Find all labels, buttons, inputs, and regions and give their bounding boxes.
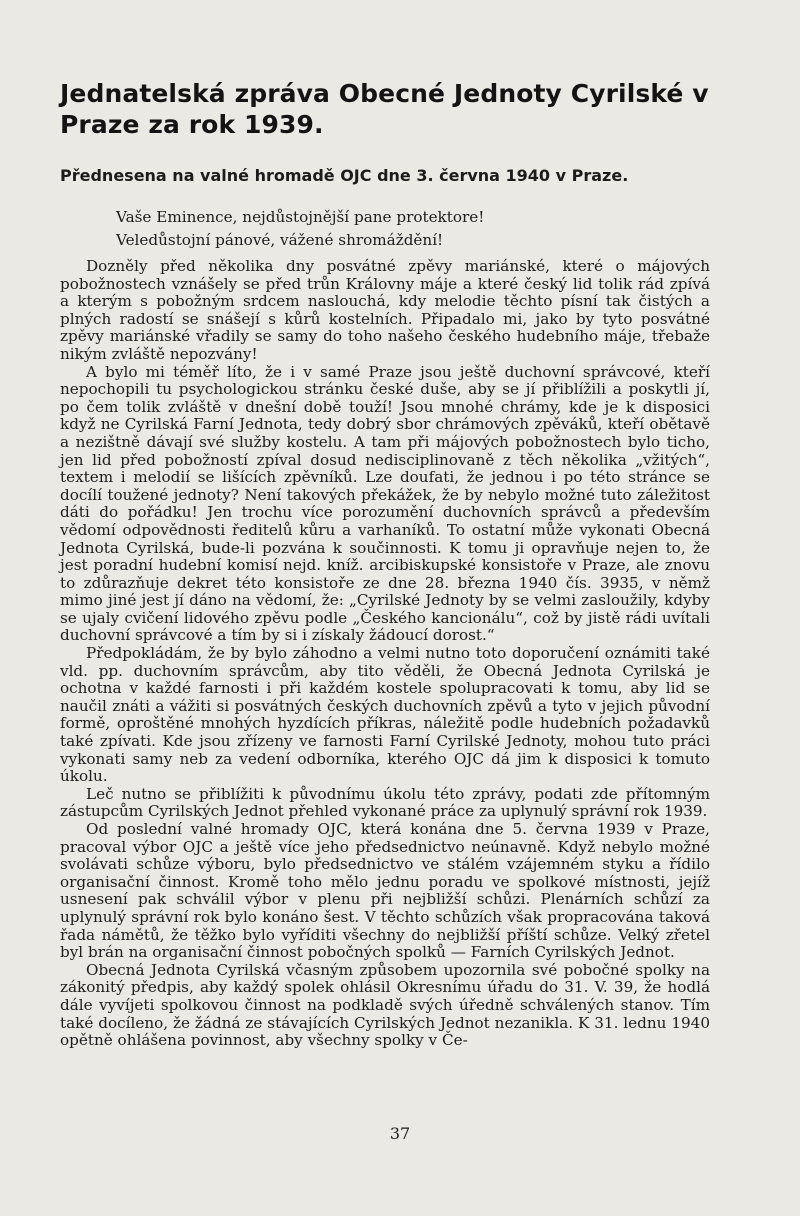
subtitle: Přednesena na valné hromadě OJC dne 3. června 1940 v Praze. [60,166,629,185]
page-title: Jednatelská zpráva Obecné Jednoty Cyrilské v Praze za rok 1939. [60,79,709,139]
body-text [60,258,710,1050]
salutation [60,206,710,252]
paragraph: A bylo mi téměř líto, že i v samé Praze jsou ještě duchovní správcové, kteří nepochopili tu psychologickou stránku české duše, aby se jí přiblížili a poskytli jí, po čem tolik zvláště v dnešní době touží! Jsou mnohé chrámy, kde je k disposici když ne Cyrilská Farní Jednota, tedy dobrý sbor chrámových zpěváků, kteří obětavě a nezištně dávají své služby kostelu. A tam při májových pobožnostech bylo ticho, jen lid před pobožností zpíval dosud nedisciplinovaně z těch několika „vžitých“, textem i melodií se lišících zpěvníků. Lze doufati, že jednou i po této stránce se docílí toužené jednoty? Není takových překážek, že by nebylo možné tuto záležitost dáti do pořádku! Jen trochu více porozumění duchovních správců a především vědomí odpovědnosti ředitelů kůru a varhaníků. To ostatní může vykonati Obecná Jednota Cyrilská, bude-li pozvána k součinnosti. K tomu ji opravňuje nejen to, že jest poradní hudební komisí nejd. kníž. arcibiskupské konsistoře v Praze, ale znovu to zdůrazňuje dekret této konsistoře ze dne 28. března 1940 čís. 3935, v němž mimo jiné jest jí dáno na vědomí, že: „Cyrilské Jednoty by se velmi zasloužily, kdyby se ujaly cvičení lidového zpěvu podle „Českého kancionálu“, což by jistě rádi uvítali duchovní správcové a tím by si i získaly žádoucí dorost.“ [60,362,710,645]
salutation-line: Veledůstojní pánové, vážené shromáždění! [116,231,444,249]
page-number: 37 [389,1124,411,1143]
salutation-line: Vaše Eminence, nejdůstojnější pane protektore! [116,208,485,226]
paragraph: Obecná Jednota Cyrilská včasným způsobem upozornila své pobočné spolky na zákonitý předpis, aby každý spolek ohlásil Okresnímu úřadu do 31. V. 39, že hodlá dále vyvíjeti spolkovou činnost na podkladě svých úředně schválených stanov. Tím také docíleno, že žádná ze stávajících Cyrilských Jednot nezanikla. K 31. lednu 1940 opětně ohlášena povinnost, aby všechny spolky v Če- [60,960,710,1050]
paragraph: Leč nutno se přiblížiti k původnímu úkolu této zprávy, podati zde přítomným zástupcům Cyrilských Jednot přehled vykonané práce za uplynulý správní rok 1939. [60,784,710,821]
paragraph: Od poslední valné hromady OJC, která konána dne 5. června 1939 v Praze, pracoval výbor OJC a ještě více jeho předsednictvo neúnavně. Když nebylo možné svolávati schůze výboru, bylo předsednictvo ve stálém vzájemném styku a řídilo organisační činnost. Kromě toho mělo jednu poradu ve spolkové místnosti, jejíž usnesení pak schválil výbor v plenu při nejbližší schůzi. Plenárních schůzí za uplynulý správní rok bylo konáno šest. V těchto schůzích však propracována taková řada námětů, že těžko bylo vyříditi všechny do nejbližší příští schůze. Velký zřetel byl brán na organisační činnost pobočných spolků — Farních Cyrilských Jednot. [60,820,710,962]
paragraph: Předpokládám, že by bylo záhodno a velmi nutno toto doporučení oznámiti také vld. pp. duchovním správcům, aby tito věděli, že Obecná Jednota Cyrilská je ochotna v každé farnosti i při každém kostele spolupracovati k tomu, aby lid se naučil znáti a vážiti si posvátných českých duchovních zpěvů a tyto v jejich původní formě, oproštěné mnohých hyzdících příkras, náležitě podle hudebních požadavků také zpívati. Kde jsou zřízeny ve farnosti Farní Cyrilské Jednoty, mohou tuto práci vykonati samy neb za vedení odborníka, kterého OJC dá jim k disposici k tomuto úkolu. [60,644,710,786]
paragraph: Dozněly před několika dny posvátné zpěvy mariánské, které o májových pobožnostech vznášely se před trůn Královny máje a které český lid tolik rád zpívá a kterým s pobožným srdcem naslouchá, kdy melodie těchto písní tak čistých a plných radostí se snášejí s kůrů kostelních. Připadalo mi, jako by tyto posvátné zpěvy mariánské vřadily se samy do toho našeho českého hudebního máje, třebaže nikým zvláště nepozvány! [60,257,710,363]
